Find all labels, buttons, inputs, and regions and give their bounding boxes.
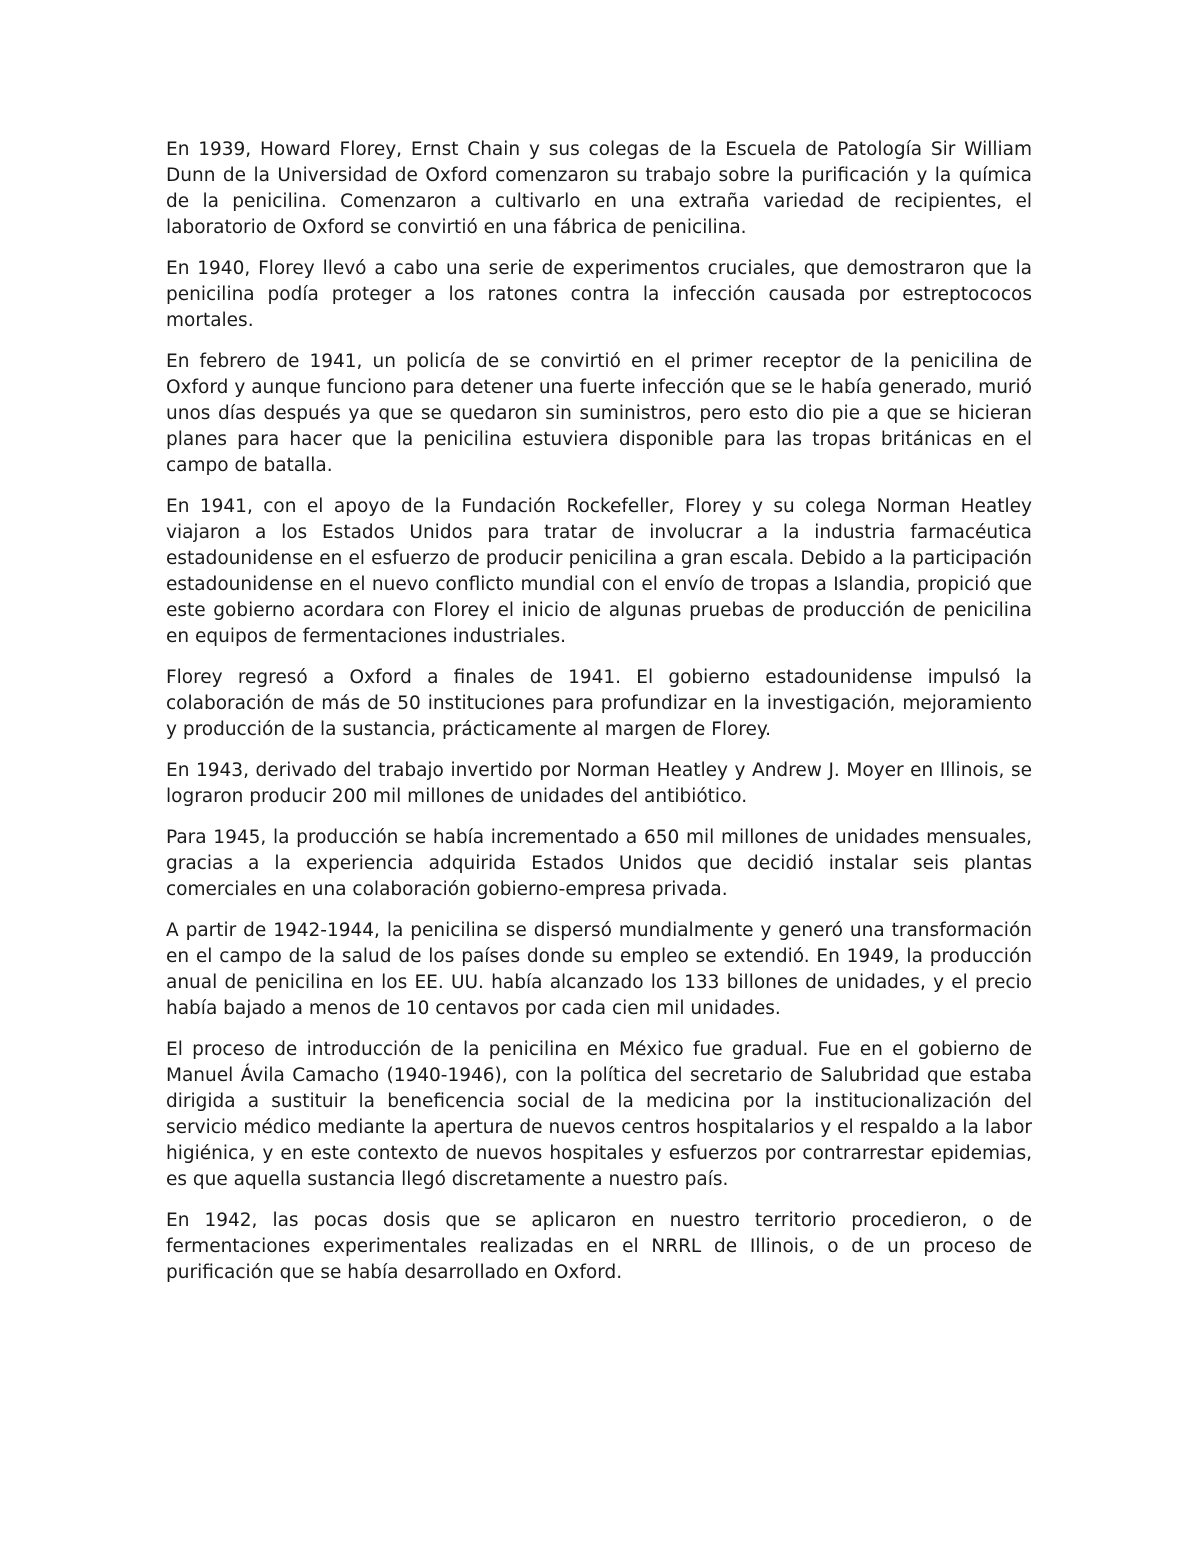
paragraph-florey-return: Florey regresó a Oxford a finales de 1941. El gobierno estadounidense impulsó la colaboración de más de 50 instituciones para profundizar en la investigación, mejoramiento y producción de la sustancia, prácticamente al margen de Florey. (166, 667, 1032, 740)
paragraph-mexico: El proceso de introducción de la penicilina en México fue gradual. Fue en el gobierno de Manuel Ávila Camacho (1940-1946), con la política del secretario de Salubridad que estaba dirigida a sustituir la beneficencia social de la medicina por la institucionalización del servicio médico mediante la apertura de nuevos centros hospitalarios y el respaldo a la labor higiénica, y en este contexto de nuevos hospitales y esfuerzos por contrarrestar epidemias, es que aquella sustancia llegó discretamente a nuestro país. (166, 1039, 1032, 1190)
paragraph-1939: En 1939, Howard Florey, Ernst Chain y sus colegas de la Escuela de Patología Sir William Dunn de la Universidad de Oxford comenzaron su trabajo sobre la purificación y la química de la penicilina. Comenzaron a cultivarlo en una extraña variedad de recipientes, el laboratorio de Oxford se convirtió en una fábrica de penicilina. (166, 139, 1032, 238)
paragraph-feb-1941: En febrero de 1941, un policía de se convirtió en el primer receptor de la penicilina de Oxford y aunque funciono para detener una fuerte infección que se le había generado, murió unos días después ya que se quedaron sin suministros, pero esto dio pie a que se hicieran planes para hacer que la penicilina estuviera disponible para las tropas británicas en el campo de batalla. (166, 351, 1032, 476)
paragraph-1945: Para 1945, la producción se había incrementado a 650 mil millones de unidades mensuales, gracias a la experiencia adquirida Estados Unidos que decidió instalar seis plantas comerciales en una colaboración gobierno-empresa privada. (166, 827, 1032, 900)
paragraph-1942-1944: A partir de 1942-1944, la penicilina se dispersó mundialmente y generó una transformación en el campo de la salud de los países donde su empleo se extendió. En 1949, la producción anual de penicilina en los EE. UU. había alcanzado los 133 billones de unidades, y el precio había bajado a menos de 10 centavos por cada cien mil unidades. (166, 920, 1032, 1019)
paragraph-1940: En 1940, Florey llevó a cabo una serie de experimentos cruciales, que demostraron que la penicilina podía proteger a los ratones contra la infección causada por estreptococos mortales. (166, 258, 1032, 331)
paragraph-1942: En 1942, las pocas dosis que se aplicaron en nuestro territorio procedieron, o de fermentaciones experimentales realizadas en el NRRL de Illinois, o de un proceso de purificación que se había desarrollado en Oxford. (166, 1210, 1032, 1283)
paragraph-1941-rockefeller: En 1941, con el apoyo de la Fundación Rockefeller, Florey y su colega Norman Heatley viajaron a los Estados Unidos para tratar de involucrar a la industria farmacéutica estadounidense en el esfuerzo de producir penicilina a gran escala. Debido a la participación estadounidense en el nuevo conflicto mundial con el envío de tropas a Islandia, propició que este gobierno acordara con Florey el inicio de algunas pruebas de producción de penicilina en equipos de fermentaciones industriales. (166, 496, 1032, 647)
document-body (166, 137, 1032, 1301)
paragraph-1943: En 1943, derivado del trabajo invertido por Norman Heatley y Andrew J. Moyer en Illinois, se lograron producir 200 mil millones de unidades del antibiótico. (166, 760, 1032, 807)
